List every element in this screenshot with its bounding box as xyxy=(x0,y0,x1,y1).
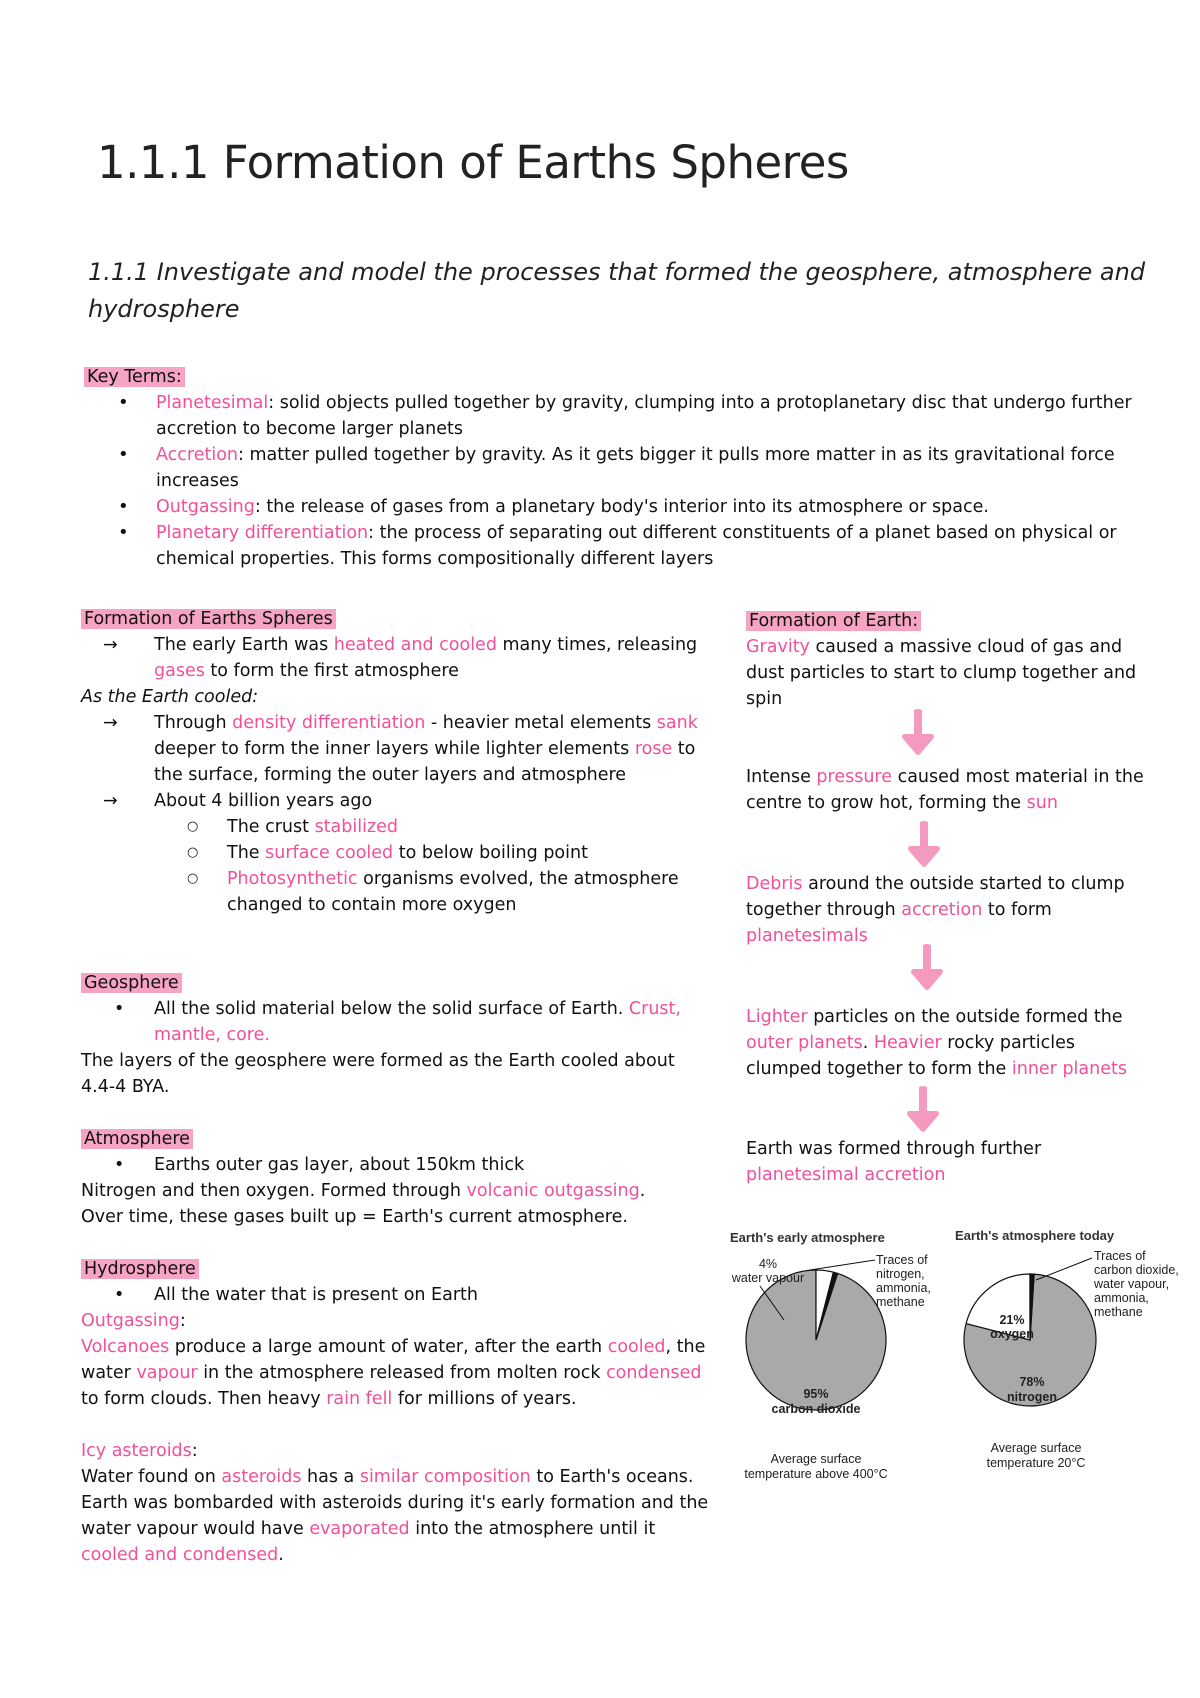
chart2-oxygen-label: oxygen xyxy=(990,1327,1034,1341)
text: Through xyxy=(154,713,233,733)
highlight-text: vapour xyxy=(136,1363,198,1383)
chart2-main-label: nitrogen xyxy=(1007,1390,1057,1404)
highlight-text: gases xyxy=(154,661,205,681)
chart1-footnote-2: temperature above 400°C xyxy=(744,1467,888,1481)
formation-earth-heading: Formation of Earth: xyxy=(746,611,921,631)
geosphere-heading: Geosphere xyxy=(81,973,182,993)
text: - heavier metal elements xyxy=(425,713,657,733)
key-terms-section xyxy=(84,364,1154,572)
text: The early Earth was xyxy=(154,635,334,655)
chart1-main-pct: 95% xyxy=(803,1387,829,1401)
chart2-title: Earth's atmosphere today xyxy=(955,1228,1115,1243)
highlight-text: Crust, mantle, core. xyxy=(154,999,681,1045)
text: for millions of years. xyxy=(392,1389,577,1409)
chart2-trace-4: ammonia, xyxy=(1094,1291,1149,1305)
atmosphere-heading: Atmosphere xyxy=(81,1129,193,1149)
text: around the outside started to clump together through xyxy=(746,874,1125,920)
leader-line xyxy=(1036,1258,1092,1280)
term-definition: : solid objects pulled together by gravity, clumping into a protoplanetary disc that undergo further accretion to become larger planets xyxy=(156,393,1132,439)
text: : xyxy=(191,1441,198,1461)
text: has a xyxy=(301,1467,360,1487)
key-terms-list xyxy=(84,390,1154,572)
text: organisms evolved, the atmosphere changed to contain more oxygen xyxy=(227,869,679,915)
highlight-text: Icy asteroids xyxy=(81,1441,192,1461)
formation-step-4 xyxy=(746,1004,1151,1082)
highlight-text: Outgassing xyxy=(81,1311,180,1331)
highlight-text: cooled xyxy=(607,1337,666,1357)
highlight-text: surface cooled xyxy=(265,843,394,863)
chart1-trace-4: methane xyxy=(876,1295,925,1309)
highlight-text: condensed xyxy=(606,1363,702,1383)
formation-step-2 xyxy=(746,764,1151,816)
atmosphere-line-2: Over time, these gases built up = Earth's current atmosphere. xyxy=(81,1207,628,1227)
highlight-text: volcanic outgassing xyxy=(466,1181,640,1201)
text: All the solid material below the solid surface of Earth. xyxy=(154,999,629,1019)
text: many times, releasing xyxy=(496,635,698,655)
term-label: Planetesimal xyxy=(156,393,269,413)
term-definition: : matter pulled together by gravity. As it gets bigger it pulls more matter in as its gravitational force increases xyxy=(156,445,1115,491)
formation-step-1 xyxy=(746,634,1151,712)
highlight-text: cooled and condensed xyxy=(81,1545,279,1565)
chart2-trace-1: Traces of xyxy=(1094,1249,1146,1263)
text: deeper to form the inner layers while lighter elements xyxy=(154,739,635,759)
page-title: 1.1.1 Formation of Earths Spheres xyxy=(97,136,849,189)
text: Water found on xyxy=(81,1467,222,1487)
chart2-trace-5: methane xyxy=(1094,1305,1143,1319)
text: : xyxy=(179,1311,186,1331)
text: in the atmosphere released from molten rock xyxy=(197,1363,607,1383)
term-label: Accretion xyxy=(156,445,239,465)
left-column xyxy=(81,606,711,1568)
highlight-text: Heavier xyxy=(873,1033,942,1053)
text: , the water xyxy=(81,1337,706,1383)
atmosphere-point: • Earths outer gas layer, about 150km thick xyxy=(81,1152,711,1178)
text: . xyxy=(278,1545,284,1565)
text: The crust xyxy=(227,817,315,837)
highlight-text: Lighter xyxy=(746,1007,808,1027)
text: . xyxy=(862,1033,874,1053)
highlight-text: outer planets xyxy=(746,1033,863,1053)
highlight-text: similar composition xyxy=(359,1467,531,1487)
chart2-trace-3: water vapour, xyxy=(1094,1277,1170,1291)
text: rocky particles clumped together to form the xyxy=(746,1033,1075,1079)
term-accretion xyxy=(84,442,1154,494)
text: produce a large amount of water, after the earth xyxy=(169,1337,608,1357)
down-arrow-icon xyxy=(898,708,938,758)
formation-spheres-heading: Formation of Earths Spheres xyxy=(81,609,336,629)
geosphere-point xyxy=(81,996,711,1048)
text: . xyxy=(639,1181,646,1201)
chart1-wv-label: water vapour xyxy=(731,1271,805,1285)
hydrosphere-heading: Hydrosphere xyxy=(81,1259,199,1279)
chart2-trace-2: carbon dioxide, xyxy=(1094,1263,1179,1277)
chart1-wv-pct: 4% xyxy=(758,1257,778,1271)
chart1-title: Earth's early atmosphere xyxy=(730,1230,885,1245)
geosphere-text: The layers of the geosphere were formed as the Earth cooled about 4.4-4 BYA. xyxy=(81,1051,675,1097)
term-outgassing xyxy=(84,494,1154,520)
down-arrow-icon xyxy=(904,820,944,870)
highlight-text: accretion xyxy=(901,900,983,920)
highlight-text: stabilized xyxy=(314,817,399,837)
highlight-text: evaporated xyxy=(309,1519,410,1539)
outgassing-paragraph xyxy=(81,1334,711,1412)
sub-point-surface xyxy=(81,840,711,866)
highlight-text: Gravity xyxy=(746,637,810,657)
outgassing-label xyxy=(81,1308,711,1334)
chart2-footnote-1: Average surface xyxy=(990,1441,1082,1455)
highlight-text: rain fell xyxy=(326,1389,393,1409)
highlight-text: Volcanoes xyxy=(81,1337,170,1357)
leader-line xyxy=(810,1260,875,1270)
text: caused a massive cloud of gas and dust particles to start to clump together and spin xyxy=(746,637,1137,709)
formation-earth-column xyxy=(746,608,1151,712)
text: into the atmosphere until it xyxy=(409,1519,656,1539)
spheres-point-3: → About 4 billion years ago xyxy=(81,788,711,814)
text: The xyxy=(227,843,266,863)
as-earth-cooled-label: As the Earth cooled: xyxy=(81,687,259,707)
chart1-trace-1: Traces of xyxy=(876,1253,928,1267)
term-planetesimal xyxy=(84,390,1154,442)
highlight-text: pressure xyxy=(816,767,893,787)
highlight-text: density differentiation xyxy=(232,713,426,733)
highlight-text: sun xyxy=(1026,793,1058,813)
chart1-main-label: carbon dioxide xyxy=(771,1402,861,1416)
highlight-text: asteroids xyxy=(221,1467,302,1487)
highlight-text: Photosynthetic xyxy=(227,869,358,889)
atmosphere-pie-charts xyxy=(700,1220,1200,1520)
formation-step-3 xyxy=(746,871,1151,949)
highlight-text: inner planets xyxy=(1011,1059,1127,1079)
sub-point-photosynthetic xyxy=(81,866,711,918)
sub-point-crust xyxy=(81,814,711,840)
term-planetary-differentiation xyxy=(84,520,1154,572)
highlight-text: sank xyxy=(656,713,698,733)
chart2-main-pct: 78% xyxy=(1019,1375,1045,1389)
icy-asteroids-paragraph xyxy=(81,1464,711,1568)
highlight-text: Debris xyxy=(746,874,803,894)
text: to form the first atmosphere xyxy=(204,661,459,681)
chart2-oxygen-pct: 21% xyxy=(999,1313,1025,1327)
icy-asteroids-label xyxy=(81,1438,711,1464)
down-arrow-icon xyxy=(903,1085,943,1135)
highlight-text: rose xyxy=(634,739,673,759)
text: caused most material in the centre to grow hot, forming the xyxy=(746,767,1144,813)
term-label: Outgassing xyxy=(156,497,255,517)
spheres-point-2 xyxy=(81,710,711,788)
text: Nitrogen and then oxygen. Formed through xyxy=(81,1181,467,1201)
highlight-text: planetesimal accretion xyxy=(746,1165,946,1185)
atmosphere-line-1 xyxy=(81,1178,711,1204)
highlight-text: planetesimals xyxy=(746,926,868,946)
text: Earth was formed through further xyxy=(746,1139,1042,1159)
chart1-footnote-1: Average surface xyxy=(770,1452,862,1466)
text: to form xyxy=(982,900,1052,920)
chart1-trace-2: nitrogen, xyxy=(876,1267,925,1281)
chart2-footnote-2: temperature 20°C xyxy=(986,1456,1086,1470)
text: to below boiling point xyxy=(393,843,588,863)
hydrosphere-point: • All the water that is present on Earth xyxy=(81,1282,711,1308)
text: Intense xyxy=(746,767,817,787)
term-definition: : the release of gases from a planetary body's interior into its atmosphere or space. xyxy=(254,497,989,517)
key-terms-heading: Key Terms: xyxy=(84,367,185,387)
spheres-point-1 xyxy=(81,632,711,684)
chart1-trace-3: ammonia, xyxy=(876,1281,931,1295)
text: particles on the outside formed the xyxy=(807,1007,1123,1027)
text: to the surface, forming the outer layers and atmosphere xyxy=(154,739,696,785)
term-label: Planetary differentiation xyxy=(156,523,369,543)
term-definition: : the process of separating out different constituents of a planet based on physical or chemical properties. This forms compositionally different layers xyxy=(156,523,1117,569)
text: to Earth's oceans. Earth was bombarded with asteroids during it's early formation and the water vapour would have xyxy=(81,1467,709,1539)
highlight-text: heated and cooled xyxy=(333,635,497,655)
formation-step-5 xyxy=(746,1136,1151,1188)
down-arrow-icon xyxy=(907,943,947,993)
text: to form clouds. Then heavy xyxy=(81,1389,327,1409)
page-subtitle: 1.1.1 Investigate and model the processes that formed the geosphere, atmosphere and hydrosphere xyxy=(88,258,1146,323)
